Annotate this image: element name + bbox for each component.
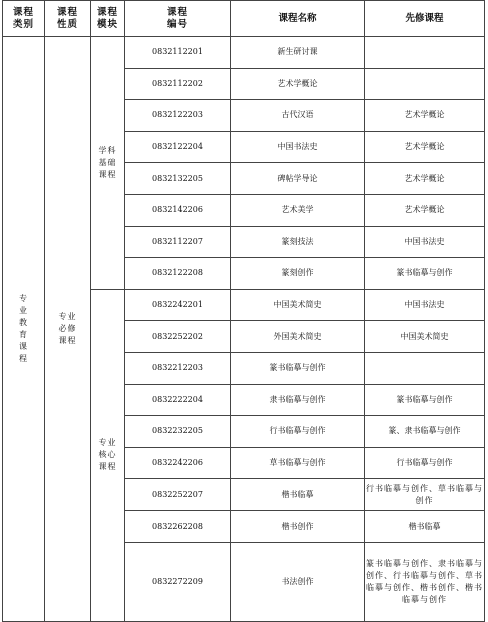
- course-code: 0832242206: [125, 447, 231, 479]
- course-prereq: 中国美术简史: [365, 321, 485, 353]
- module-cell-core: 专业 核心 课程: [91, 289, 125, 621]
- course-prereq: 篆、隶书临摹与创作: [365, 416, 485, 448]
- header-code: 课程 编号: [125, 1, 231, 37]
- course-prereq: 篆书临摹与创作、隶书临摹与创作、行书临摹与创作、草书临摹与创作、楷书创作、楷书临摹与创作: [365, 542, 485, 621]
- course-code: 0832242201: [125, 289, 231, 321]
- course-prereq: 篆书临摹与创作: [365, 258, 485, 290]
- course-code: 0832112202: [125, 68, 231, 100]
- course-code: 0832122203: [125, 100, 231, 132]
- course-code: 0832222204: [125, 384, 231, 416]
- course-code: 0832252207: [125, 479, 231, 511]
- course-name: 篆刻创作: [231, 258, 365, 290]
- nature-cell: 专业 必修 课程: [45, 37, 91, 622]
- course-prereq: 行书临摹与创作、草书临摹与创作: [365, 479, 485, 511]
- course-code: 0832142206: [125, 194, 231, 226]
- header-prereq: 先修课程: [365, 1, 485, 37]
- course-prereq: 艺术学概论: [365, 194, 485, 226]
- category-cell: 专 业 教 育 课 程: [3, 37, 45, 622]
- module-cell-basic: 学科 基础 课程: [91, 37, 125, 290]
- course-name: 新生研讨课: [231, 37, 365, 69]
- course-name: 篆书临摹与创作: [231, 352, 365, 384]
- course-name: 中国美术简史: [231, 289, 365, 321]
- course-prereq: 楷书临摹: [365, 511, 485, 543]
- course-code: 0832262208: [125, 511, 231, 543]
- course-code: 0832122204: [125, 131, 231, 163]
- course-name: 碑帖学导论: [231, 163, 365, 195]
- course-name: 隶书临摹与创作: [231, 384, 365, 416]
- header-name: 课程名称: [231, 1, 365, 37]
- course-name: 艺术学概论: [231, 68, 365, 100]
- course-code: 0832252202: [125, 321, 231, 353]
- course-name: 草书临摹与创作: [231, 447, 365, 479]
- course-code: 0832232205: [125, 416, 231, 448]
- header-row: [3, 1, 485, 37]
- course-prereq: 篆书临摹与创作: [365, 384, 485, 416]
- header-module: 课程 模块: [91, 1, 125, 37]
- course-name: 中国书法史: [231, 131, 365, 163]
- course-prereq: 艺术学概论: [365, 163, 485, 195]
- course-name: 古代汉语: [231, 100, 365, 132]
- course-name: 楷书创作: [231, 511, 365, 543]
- course-prereq: 中国书法史: [365, 226, 485, 258]
- header-nature: 课程 性质: [45, 1, 91, 37]
- course-prereq: [365, 68, 485, 100]
- course-prereq: 行书临摹与创作: [365, 447, 485, 479]
- course-code: 0832132205: [125, 163, 231, 195]
- course-name: 外国美术简史: [231, 321, 365, 353]
- table-row: [3, 37, 485, 69]
- course-table: [2, 0, 485, 622]
- course-name: 行书临摹与创作: [231, 416, 365, 448]
- course-name: 楷书临摹: [231, 479, 365, 511]
- course-name: 篆刻技法: [231, 226, 365, 258]
- course-code: 0832272209: [125, 542, 231, 621]
- course-prereq: [365, 37, 485, 69]
- course-code: 0832112207: [125, 226, 231, 258]
- course-prereq: 艺术学概论: [365, 100, 485, 132]
- course-prereq: 艺术学概论: [365, 131, 485, 163]
- course-code: 0832122208: [125, 258, 231, 290]
- header-category: 课程 类别: [3, 1, 45, 37]
- course-prereq: [365, 352, 485, 384]
- course-code: 0832212203: [125, 352, 231, 384]
- course-name: 书法创作: [231, 542, 365, 621]
- course-name: 艺术美学: [231, 194, 365, 226]
- course-prereq: 中国书法史: [365, 289, 485, 321]
- course-code: 0832112201: [125, 37, 231, 69]
